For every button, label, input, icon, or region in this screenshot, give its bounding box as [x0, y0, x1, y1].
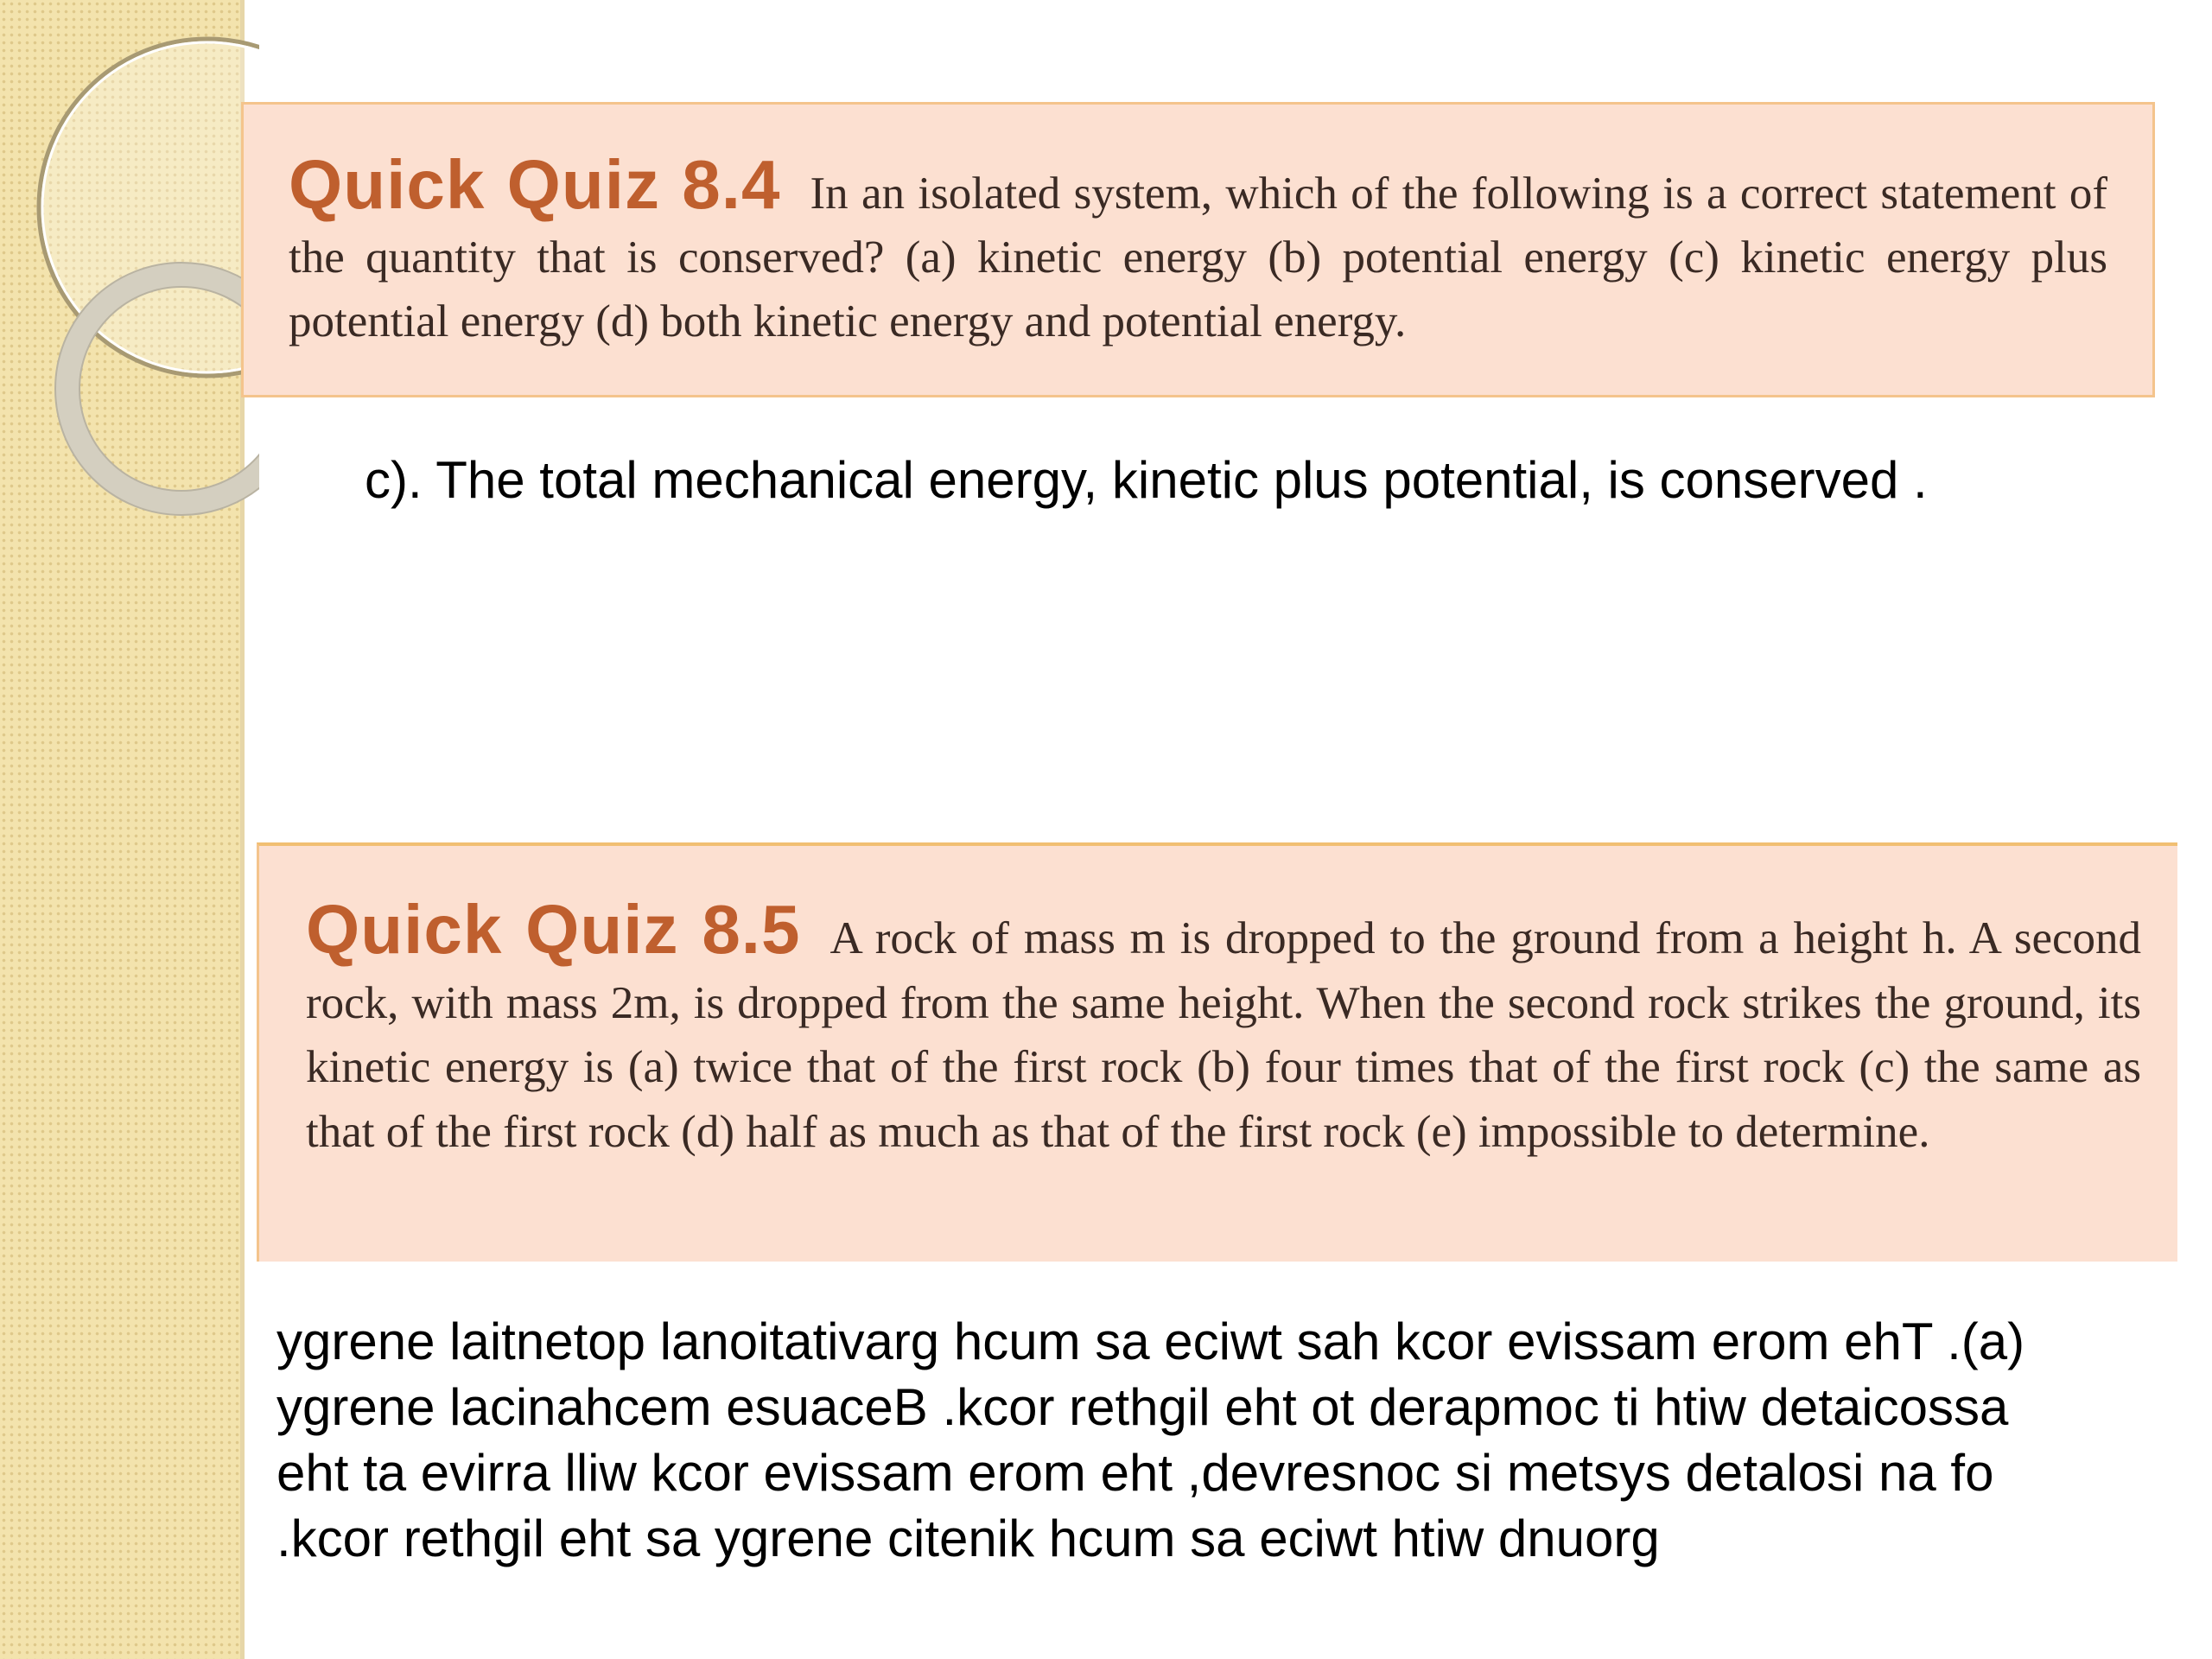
quiz-8-4-question: In an isolated system, which of the following is a correct statement of the quantity that is conserved? (a) kinetic energy (b) potential energy (c) kinetic energy plus potential energy (d) both kinetic energy and potential energy.	[289, 168, 2107, 346]
answer-line: .kcor rethgil eht sa ygrene citenik hcum sa eciwt htiw dnuorg	[276, 1510, 1660, 1567]
quick-quiz-8-4-box	[241, 102, 2155, 397]
quiz-8-4-label: Quick Quiz 8.4	[289, 146, 781, 223]
quiz-8-5-question: A rock of mass m is dropped to the ground from a height h. A second rock, with mass 2m, is dropped from the same height. When the second rock strikes the ground, its kinetic energy is (a) twice that of the first rock (b) four times that of the first rock (c) the same as that of the first rock (d) half as much as that of the first rock (e) impossible to determine.	[306, 913, 2141, 1157]
quiz-8-5-label: Quick Quiz 8.5	[306, 891, 801, 968]
quiz-8-4-paragraph	[289, 146, 2107, 353]
answer-line: ygrene lacinahcem esuaceB .kcor rethgil eht ot derapmoc ti htiw detaicossa	[276, 1378, 2009, 1436]
answer-line: ygrene laitnetop lanoitativarg hcum sa eciwt sah kcor evissam erom ehT .(a)	[276, 1313, 2025, 1370]
quiz-8-4-answer: c). The total mechanical energy, kinetic plus potential, is conserved .	[365, 451, 1928, 509]
quiz-8-5-answer	[276, 1309, 2177, 1572]
quiz-8-5-paragraph	[306, 891, 2141, 1164]
quick-quiz-8-5-box	[257, 842, 2177, 1262]
answer-line: eht ta evirra lliw kcor evissam erom eht ,devresnoc si metsys detalosi na fo	[276, 1444, 1994, 1502]
decorative-rings	[0, 0, 259, 553]
